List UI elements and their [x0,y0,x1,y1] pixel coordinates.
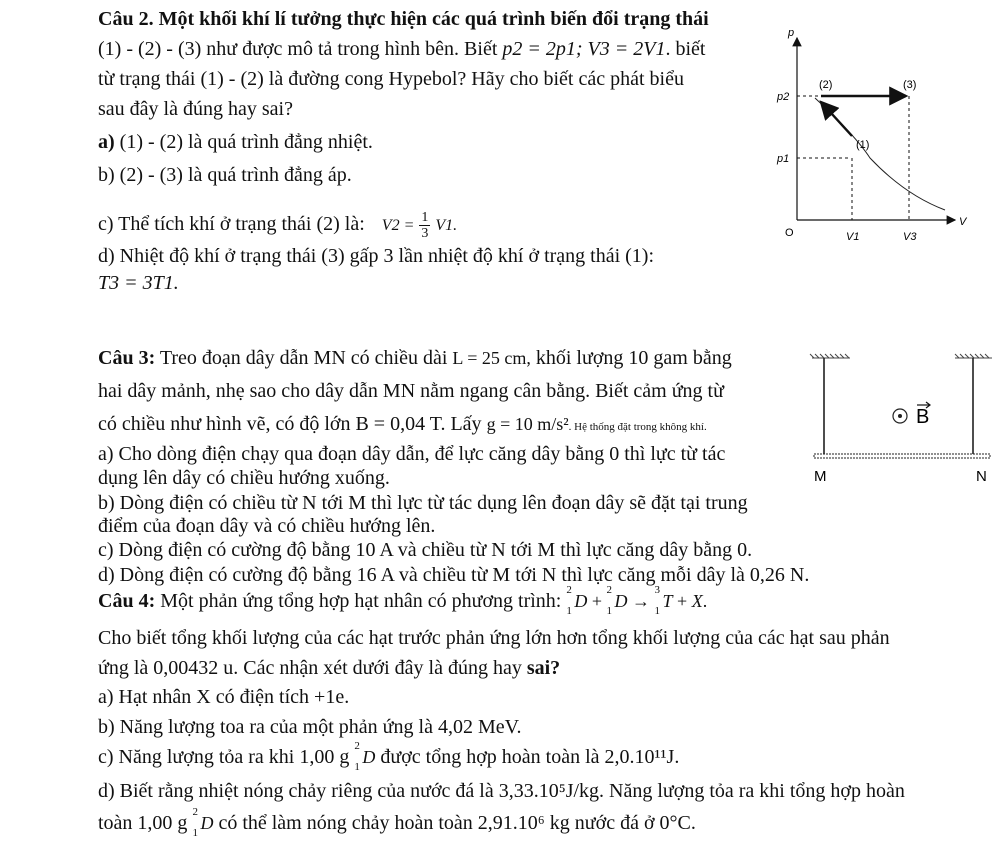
origin-label: O [785,227,794,239]
wire-mn [814,454,990,458]
q4-intro1: Cho biết tổng khối lượng của các hạt trước phản ứng lớn hơn tổng khối lượng của các hạt sau phản [98,627,890,649]
q4-statement-b: b) Năng lượng toa ra của một phản ứng là 4,02 MeV. [98,716,522,738]
v3-label: V3 [903,231,917,243]
q3-line3: có chiều như hình vẽ, có độ lớn B = 0,04 T. Lấy g = 10 m/s². Hệ thống đặt trong không khí. [98,413,707,435]
q3-statement-a2: dụng lên dây có chiều hướng xuống. [98,467,390,489]
pv-graph [755,20,1000,260]
q3-line1: Câu 3: Treo đoạn dây dẫn MN có chiều dài L = 25 cm, khối lượng 10 gam bằng [98,347,732,369]
q2-statement-c: c) Thể tích khí ở trạng thái (2) là: V2 = $\frac{1}{3}$ V1. [98,210,458,241]
q2-line2: (1) - (2) - (3) như được mô tả trong hình bên. Biết p2 = 2p1; V3 = 2V1. biết [98,38,706,60]
process-1-2 [821,102,852,136]
p-label: p [788,27,795,39]
state-2-label: (2) [819,79,833,91]
wire-diagram [800,350,1000,490]
p1-label: p1 [777,153,790,165]
point-n-label: N [976,468,987,485]
q3-statement-b1: b) Dòng điện có chiều từ N tới M thì lực từ tác dụng lên đoạn dây sẽ đặt tại trung [98,492,748,514]
q3-statement-b2: điểm của đoạn dây và có chiều hướng lên. [98,515,436,537]
q2-statement-d: d) Nhiệt độ khí ở trạng thái (3) gấp 3 lần nhiệt độ khí ở trạng thái (1): [98,245,655,267]
state-3-label: (3) [903,79,917,91]
q4-statement-d2: toàn 1,00 g 2 1 D có thể làm nóng chảy hoàn toàn 2,91.10⁶ kg nước đá ở 0°C. [98,806,696,839]
ceiling-left [810,354,850,358]
q2-line4: sau đây là đúng hay sai? [98,98,293,120]
p2-label: p2 [777,91,790,103]
q2-statement-d-math: T3 = 3T1. [98,272,179,294]
ceiling-right [955,354,992,358]
q4-title: Câu 4: Một phản ứng tổng hợp hạt nhân có phương trình: 2 1 D + 2 1 D → 3 1 T + X. [98,584,708,617]
hyperbola-curve [815,98,945,210]
q2-line1: Câu 2. Một khối khí lí tưởng thực hiện các quá trình biến đổi trạng thái [98,8,709,30]
q3-statement-a1: a) Cho dòng điện chạy qua đoạn dây dẫn, để lực căng dây bằng 0 thì lực từ tác [98,443,726,465]
q3-statement-d: d) Dòng điện có cường độ bằng 16 A và chiều từ M tới N thì lực căng mỗi dây là 0,26 N. [98,564,810,586]
fraction-one-third: $\frac{1}{3}$ [421,210,429,241]
q2-statement-a: a) (1) - (2) là quá trình đẳng nhiệt. [98,131,373,153]
q2-statement-b: b) (2) - (3) là quá trình đẳng áp. [98,164,352,186]
q4-intro2: ứng là 0,00432 u. Các nhận xét dưới đây là đúng hay sai? [98,657,561,679]
b-field-label: B [916,406,930,428]
v1-label: V1 [846,231,860,243]
point-m-label: M [814,468,827,485]
q4-statement-d1: d) Biết rằng nhiệt nóng chảy riêng của nước đá là 3,33.10⁵J/kg. Năng lượng tỏa ra khi tổng hợp hoàn [98,780,905,802]
q3-statement-c: c) Dòng điện có cường độ bằng 10 A và chiều từ N tới M thì lực căng dây bằng 0. [98,539,753,561]
q4-statement-a: a) Hạt nhân X có điện tích +1e. [98,686,350,708]
q2-line3: từ trạng thái (1) - (2) là đường cong Hypebol? Hãy cho biết các phát biểu [98,68,684,90]
q3-line2: hai dây mảnh, nhẹ sao cho dây dẫn MN nằm ngang cân bằng. Biết cảm ứng từ [98,380,724,402]
q4-statement-c: c) Năng lượng tỏa ra khi 1,00 g 2 1 D được tổng hợp hoàn toàn là 2,0.10¹¹J. [98,740,680,773]
reaction-equation: 2 1 D + 2 1 D → 3 1 T + X. [566,584,708,617]
state-1-label: (1) [856,139,870,151]
v-label: V [959,216,967,228]
